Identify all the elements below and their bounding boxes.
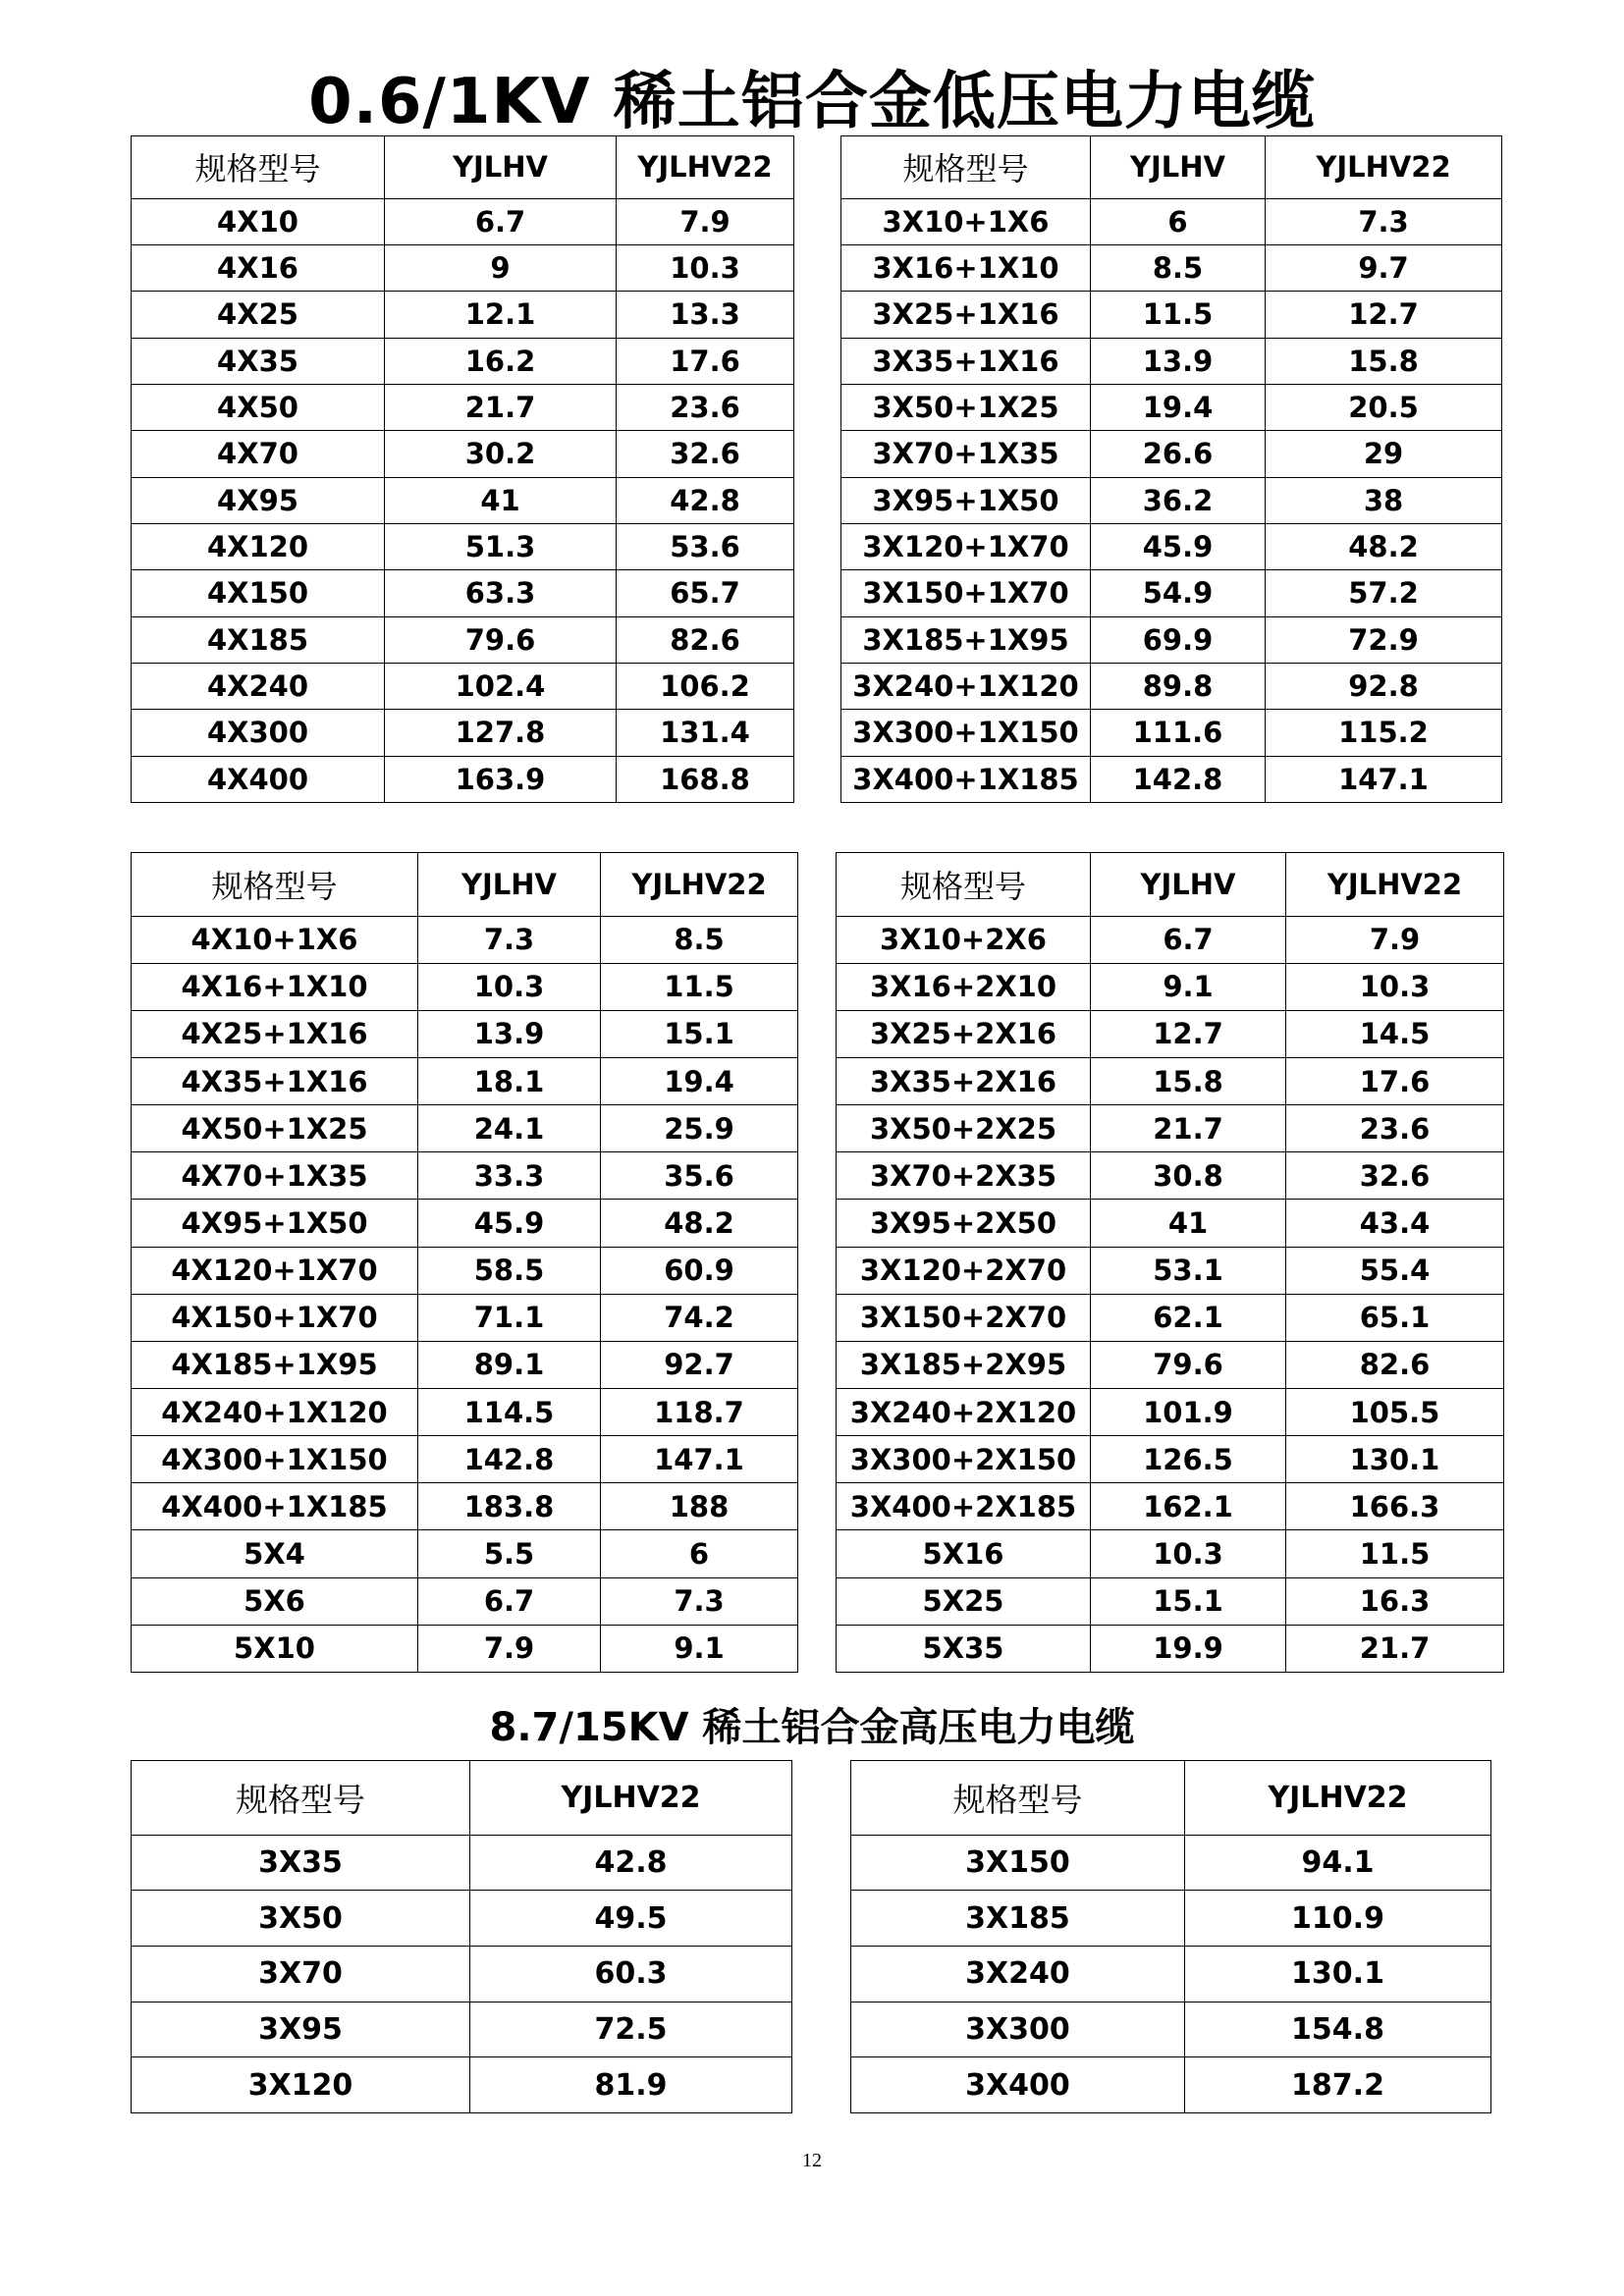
table-row <box>841 244 1502 291</box>
value-cell: 79.6 <box>385 616 617 663</box>
spec-cell: 4X70 <box>132 431 385 477</box>
value-cell: 187.2 <box>1185 2057 1491 2113</box>
header-spec-model: 规格型号 <box>132 853 418 917</box>
table-row <box>841 663 1502 709</box>
value-cell: 41 <box>1091 1200 1286 1247</box>
value-cell: 57.2 <box>1266 570 1502 616</box>
value-cell: 7.9 <box>1286 916 1504 963</box>
table-row <box>837 916 1504 963</box>
value-cell: 142.8 <box>418 1436 601 1483</box>
value-cell: 9.1 <box>1091 963 1286 1010</box>
table-row <box>132 916 798 963</box>
table-row <box>132 1835 792 1891</box>
spec-cell: 3X70+1X35 <box>841 431 1091 477</box>
table-row <box>837 1625 1504 1672</box>
value-cell: 55.4 <box>1286 1247 1504 1294</box>
value-cell: 7.3 <box>418 916 601 963</box>
page-number: 12 <box>802 2150 822 2171</box>
value-cell: 163.9 <box>385 756 617 803</box>
value-cell: 15.1 <box>1091 1577 1286 1625</box>
spec-cell: 3X300+1X150 <box>841 710 1091 756</box>
value-cell: 23.6 <box>617 384 794 430</box>
table-row <box>851 1946 1491 2002</box>
value-cell: 58.5 <box>418 1247 601 1294</box>
header-cable-type: YJLHV22 <box>470 1761 792 1836</box>
spec-cell: 3X35+2X16 <box>837 1058 1091 1105</box>
spec-cell: 5X25 <box>837 1577 1091 1625</box>
table-row <box>841 198 1502 244</box>
value-cell: 11.5 <box>1286 1530 1504 1577</box>
value-cell: 6.7 <box>1091 916 1286 963</box>
value-cell: 12.7 <box>1091 1010 1286 1057</box>
spec-cell: 3X185+1X95 <box>841 616 1091 663</box>
table-row <box>132 198 794 244</box>
table-row <box>132 710 794 756</box>
table-row <box>132 570 794 616</box>
table-row <box>132 1625 798 1672</box>
value-cell: 10.3 <box>617 244 794 291</box>
table-header-row <box>841 136 1502 199</box>
value-cell: 63.3 <box>385 570 617 616</box>
table-row <box>837 1105 1504 1152</box>
spec-cell: 4X25+1X16 <box>132 1010 418 1057</box>
spec-cell: 3X50+2X25 <box>837 1105 1091 1152</box>
spec-cell: 3X300+2X150 <box>837 1436 1091 1483</box>
table-header-row <box>132 136 794 199</box>
spec-cell: 3X35 <box>132 1835 470 1891</box>
table-header-row <box>132 853 798 917</box>
table-row <box>837 1577 1504 1625</box>
spec-cell: 4X400 <box>132 756 385 803</box>
table-row <box>837 1152 1504 1200</box>
value-cell: 10.3 <box>418 963 601 1010</box>
spec-cell: 4X240+1X120 <box>132 1389 418 1436</box>
value-cell: 13.9 <box>1091 338 1266 384</box>
table-row <box>132 1436 798 1483</box>
table-row <box>841 477 1502 523</box>
table-row <box>841 756 1502 803</box>
value-cell: 62.1 <box>1091 1294 1286 1341</box>
spec-cell: 4X150 <box>132 570 385 616</box>
spec-cell: 3X35+1X16 <box>841 338 1091 384</box>
spec-cell: 3X10+2X6 <box>837 916 1091 963</box>
table-row <box>851 1835 1491 1891</box>
value-cell: 82.6 <box>617 616 794 663</box>
value-cell: 110.9 <box>1185 1891 1491 1947</box>
value-cell: 106.2 <box>617 663 794 709</box>
spec-cell: 3X120 <box>132 2057 470 2113</box>
value-cell: 15.1 <box>601 1010 798 1057</box>
spec-cell: 4X95 <box>132 477 385 523</box>
value-cell: 126.5 <box>1091 1436 1286 1483</box>
spec-cell: 3X400 <box>851 2057 1185 2113</box>
spec-table-low-voltage-3plus2-5core <box>836 852 1504 1673</box>
spec-cell: 3X50 <box>132 1891 470 1947</box>
value-cell: 118.7 <box>601 1389 798 1436</box>
table-row <box>837 1341 1504 1388</box>
value-cell: 69.9 <box>1091 616 1266 663</box>
spec-cell: 3X50+1X25 <box>841 384 1091 430</box>
spec-cell: 4X95+1X50 <box>132 1200 418 1247</box>
table-row <box>837 1058 1504 1105</box>
value-cell: 60.9 <box>601 1247 798 1294</box>
table-row <box>132 1483 798 1530</box>
spec-cell: 4X25 <box>132 292 385 338</box>
spec-cell: 4X150+1X70 <box>132 1294 418 1341</box>
value-cell: 48.2 <box>1266 523 1502 569</box>
spec-cell: 4X300 <box>132 710 385 756</box>
value-cell: 6.7 <box>385 198 617 244</box>
table-row <box>132 2057 792 2113</box>
table-row <box>837 1483 1504 1530</box>
table-row <box>132 523 794 569</box>
value-cell: 102.4 <box>385 663 617 709</box>
spec-cell: 4X400+1X185 <box>132 1483 418 1530</box>
spec-cell: 3X10+1X6 <box>841 198 1091 244</box>
table-row <box>851 1891 1491 1947</box>
spec-cell: 4X185+1X95 <box>132 1341 418 1388</box>
value-cell: 48.2 <box>601 1200 798 1247</box>
value-cell: 154.8 <box>1185 2002 1491 2057</box>
table-row <box>837 1436 1504 1483</box>
value-cell: 21.7 <box>385 384 617 430</box>
table-row <box>132 338 794 384</box>
header-cable-type: YJLHV22 <box>1266 136 1502 199</box>
value-cell: 92.7 <box>601 1341 798 1388</box>
header-spec-model: 规格型号 <box>841 136 1091 199</box>
spec-table-low-voltage-4core <box>131 135 794 803</box>
table-row <box>837 1010 1504 1057</box>
value-cell: 53.6 <box>617 523 794 569</box>
spec-cell: 3X25+2X16 <box>837 1010 1091 1057</box>
spec-cell: 3X150 <box>851 1835 1185 1891</box>
value-cell: 114.5 <box>418 1389 601 1436</box>
value-cell: 15.8 <box>1266 338 1502 384</box>
value-cell: 7.9 <box>418 1625 601 1672</box>
value-cell: 6.7 <box>418 1577 601 1625</box>
spec-cell: 3X240+2X120 <box>837 1389 1091 1436</box>
value-cell: 71.1 <box>418 1294 601 1341</box>
value-cell: 5.5 <box>418 1530 601 1577</box>
value-cell: 72.9 <box>1266 616 1502 663</box>
value-cell: 18.1 <box>418 1058 601 1105</box>
table-row <box>132 1891 792 1947</box>
table-row <box>132 1010 798 1057</box>
value-cell: 81.9 <box>470 2057 792 2113</box>
value-cell: 16.3 <box>1286 1577 1504 1625</box>
table-header-row <box>837 853 1504 917</box>
spec-cell: 3X120+2X70 <box>837 1247 1091 1294</box>
spec-cell: 4X50 <box>132 384 385 430</box>
spec-cell: 3X150+1X70 <box>841 570 1091 616</box>
table-row <box>841 292 1502 338</box>
value-cell: 72.5 <box>470 2002 792 2057</box>
value-cell: 14.5 <box>1286 1010 1504 1057</box>
table-row <box>132 1946 792 2002</box>
value-cell: 30.8 <box>1091 1152 1286 1200</box>
value-cell: 6 <box>1091 198 1266 244</box>
table-row <box>132 1105 798 1152</box>
table-row <box>837 1200 1504 1247</box>
value-cell: 131.4 <box>617 710 794 756</box>
value-cell: 92.8 <box>1266 663 1502 709</box>
value-cell: 53.1 <box>1091 1247 1286 1294</box>
spec-cell: 4X300+1X150 <box>132 1436 418 1483</box>
value-cell: 105.5 <box>1286 1389 1504 1436</box>
table-row <box>841 338 1502 384</box>
spec-cell: 5X4 <box>132 1530 418 1577</box>
value-cell: 9.7 <box>1266 244 1502 291</box>
value-cell: 19.4 <box>1091 384 1266 430</box>
spec-cell: 4X10 <box>132 198 385 244</box>
header-spec-model: 规格型号 <box>132 1761 470 1836</box>
spec-cell: 3X25+1X16 <box>841 292 1091 338</box>
table-row <box>841 431 1502 477</box>
header-cable-type: YJLHV22 <box>617 136 794 199</box>
spec-cell: 3X240 <box>851 1946 1185 2002</box>
table-row <box>132 292 794 338</box>
value-cell: 82.6 <box>1286 1341 1504 1388</box>
value-cell: 25.9 <box>601 1105 798 1152</box>
header-cable-type: YJLHV <box>1091 136 1266 199</box>
spec-table-low-voltage-3plus1 <box>840 135 1502 803</box>
table-row <box>132 616 794 663</box>
header-cable-type: YJLHV22 <box>601 853 798 917</box>
page-title: 0.6/1KV 稀土铝合金低压电力电缆 <box>308 66 1316 138</box>
value-cell: 183.8 <box>418 1483 601 1530</box>
value-cell: 32.6 <box>1286 1152 1504 1200</box>
value-cell: 168.8 <box>617 756 794 803</box>
value-cell: 94.1 <box>1185 1835 1491 1891</box>
value-cell: 49.5 <box>470 1891 792 1947</box>
table-row <box>132 1058 798 1105</box>
value-cell: 23.6 <box>1286 1105 1504 1152</box>
value-cell: 42.8 <box>470 1835 792 1891</box>
table-row <box>841 570 1502 616</box>
value-cell: 89.8 <box>1091 663 1266 709</box>
table-row <box>841 616 1502 663</box>
spec-table-low-voltage-4plus1-5core <box>131 852 798 1673</box>
value-cell: 79.6 <box>1091 1341 1286 1388</box>
table-row <box>851 2057 1491 2113</box>
value-cell: 13.3 <box>617 292 794 338</box>
table-row <box>132 963 798 1010</box>
table-row <box>132 1152 798 1200</box>
header-cable-type: YJLHV <box>385 136 617 199</box>
spec-cell: 3X120+1X70 <box>841 523 1091 569</box>
spec-cell: 3X16+2X10 <box>837 963 1091 1010</box>
header-spec-model: 规格型号 <box>837 853 1091 917</box>
spec-cell: 4X16 <box>132 244 385 291</box>
value-cell: 166.3 <box>1286 1483 1504 1530</box>
spec-cell: 3X95+1X50 <box>841 477 1091 523</box>
section-title-high-voltage: 8.7/15KV 稀土铝合金高压电力电缆 <box>489 1705 1135 1750</box>
value-cell: 36.2 <box>1091 477 1266 523</box>
value-cell: 60.3 <box>470 1946 792 2002</box>
value-cell: 6 <box>601 1530 798 1577</box>
value-cell: 19.9 <box>1091 1625 1286 1672</box>
value-cell: 12.1 <box>385 292 617 338</box>
spec-cell: 3X300 <box>851 2002 1185 2057</box>
value-cell: 45.9 <box>418 1200 601 1247</box>
table-row <box>837 1294 1504 1341</box>
value-cell: 142.8 <box>1091 756 1266 803</box>
value-cell: 11.5 <box>1091 292 1266 338</box>
spec-cell: 3X16+1X10 <box>841 244 1091 291</box>
spec-cell: 5X35 <box>837 1625 1091 1672</box>
value-cell: 13.9 <box>418 1010 601 1057</box>
value-cell: 7.3 <box>1266 198 1502 244</box>
value-cell: 38 <box>1266 477 1502 523</box>
table-row <box>132 244 794 291</box>
spec-cell: 3X240+1X120 <box>841 663 1091 709</box>
value-cell: 7.9 <box>617 198 794 244</box>
value-cell: 29 <box>1266 431 1502 477</box>
spec-cell: 3X70+2X35 <box>837 1152 1091 1200</box>
spec-cell: 3X185+2X95 <box>837 1341 1091 1388</box>
value-cell: 11.5 <box>601 963 798 1010</box>
value-cell: 65.1 <box>1286 1294 1504 1341</box>
value-cell: 8.5 <box>1091 244 1266 291</box>
table-row <box>132 431 794 477</box>
spec-cell: 3X150+2X70 <box>837 1294 1091 1341</box>
value-cell: 89.1 <box>418 1341 601 1388</box>
value-cell: 9 <box>385 244 617 291</box>
value-cell: 130.1 <box>1286 1436 1504 1483</box>
table-row <box>132 1294 798 1341</box>
value-cell: 17.6 <box>1286 1058 1504 1105</box>
table-row <box>837 1247 1504 1294</box>
value-cell: 41 <box>385 477 617 523</box>
value-cell: 20.5 <box>1266 384 1502 430</box>
table-row <box>132 1200 798 1247</box>
table-row <box>841 710 1502 756</box>
spec-cell: 3X185 <box>851 1891 1185 1947</box>
spec-cell: 3X95 <box>132 2002 470 2057</box>
value-cell: 188 <box>601 1483 798 1530</box>
value-cell: 33.3 <box>418 1152 601 1200</box>
value-cell: 26.6 <box>1091 431 1266 477</box>
spec-cell: 3X95+2X50 <box>837 1200 1091 1247</box>
table-row <box>837 963 1504 1010</box>
spec-cell: 4X240 <box>132 663 385 709</box>
value-cell: 16.2 <box>385 338 617 384</box>
value-cell: 15.8 <box>1091 1058 1286 1105</box>
header-cable-type: YJLHV <box>1091 853 1286 917</box>
value-cell: 54.9 <box>1091 570 1266 616</box>
value-cell: 10.3 <box>1091 1530 1286 1577</box>
value-cell: 7.3 <box>601 1577 798 1625</box>
spec-cell: 4X70+1X35 <box>132 1152 418 1200</box>
table-row <box>841 523 1502 569</box>
value-cell: 8.5 <box>601 916 798 963</box>
table-row <box>837 1389 1504 1436</box>
header-cable-type: YJLHV <box>418 853 601 917</box>
value-cell: 21.7 <box>1091 1105 1286 1152</box>
table-row <box>132 1577 798 1625</box>
table-row <box>837 1530 1504 1577</box>
value-cell: 127.8 <box>385 710 617 756</box>
value-cell: 51.3 <box>385 523 617 569</box>
value-cell: 43.4 <box>1286 1200 1504 1247</box>
value-cell: 74.2 <box>601 1294 798 1341</box>
header-cable-type: YJLHV22 <box>1286 853 1504 917</box>
spec-cell: 5X10 <box>132 1625 418 1672</box>
value-cell: 24.1 <box>418 1105 601 1152</box>
value-cell: 19.4 <box>601 1058 798 1105</box>
header-spec-model: 规格型号 <box>851 1761 1185 1836</box>
value-cell: 147.1 <box>601 1436 798 1483</box>
table-row <box>132 1389 798 1436</box>
table-header-row <box>132 1761 792 1836</box>
table-row <box>132 1247 798 1294</box>
spec-cell: 4X120+1X70 <box>132 1247 418 1294</box>
table-row <box>132 756 794 803</box>
table-row <box>132 2002 792 2057</box>
table-row <box>841 384 1502 430</box>
spec-cell: 4X35+1X16 <box>132 1058 418 1105</box>
value-cell: 17.6 <box>617 338 794 384</box>
table-row <box>132 384 794 430</box>
value-cell: 147.1 <box>1266 756 1502 803</box>
spec-cell: 4X16+1X10 <box>132 963 418 1010</box>
value-cell: 162.1 <box>1091 1483 1286 1530</box>
value-cell: 130.1 <box>1185 1946 1491 2002</box>
value-cell: 21.7 <box>1286 1625 1504 1672</box>
value-cell: 30.2 <box>385 431 617 477</box>
value-cell: 111.6 <box>1091 710 1266 756</box>
value-cell: 12.7 <box>1266 292 1502 338</box>
spec-cell: 4X10+1X6 <box>132 916 418 963</box>
spec-table-high-voltage-right <box>850 1760 1491 2113</box>
table-row <box>132 663 794 709</box>
value-cell: 101.9 <box>1091 1389 1286 1436</box>
table-row <box>132 1341 798 1388</box>
spec-cell: 3X70 <box>132 1946 470 2002</box>
value-cell: 10.3 <box>1286 963 1504 1010</box>
spec-cell: 5X6 <box>132 1577 418 1625</box>
table-row <box>132 477 794 523</box>
spec-cell: 3X400+1X185 <box>841 756 1091 803</box>
spec-table-high-voltage-left <box>131 1760 792 2113</box>
table-row <box>132 1530 798 1577</box>
value-cell: 32.6 <box>617 431 794 477</box>
spec-cell: 4X185 <box>132 616 385 663</box>
header-spec-model: 规格型号 <box>132 136 385 199</box>
header-cable-type: YJLHV22 <box>1185 1761 1491 1836</box>
value-cell: 65.7 <box>617 570 794 616</box>
spec-cell: 4X50+1X25 <box>132 1105 418 1152</box>
spec-cell: 4X120 <box>132 523 385 569</box>
value-cell: 35.6 <box>601 1152 798 1200</box>
value-cell: 9.1 <box>601 1625 798 1672</box>
table-header-row <box>851 1761 1491 1836</box>
spec-cell: 3X400+2X185 <box>837 1483 1091 1530</box>
value-cell: 45.9 <box>1091 523 1266 569</box>
spec-cell: 5X16 <box>837 1530 1091 1577</box>
value-cell: 115.2 <box>1266 710 1502 756</box>
spec-cell: 4X35 <box>132 338 385 384</box>
value-cell: 42.8 <box>617 477 794 523</box>
table-row <box>851 2002 1491 2057</box>
